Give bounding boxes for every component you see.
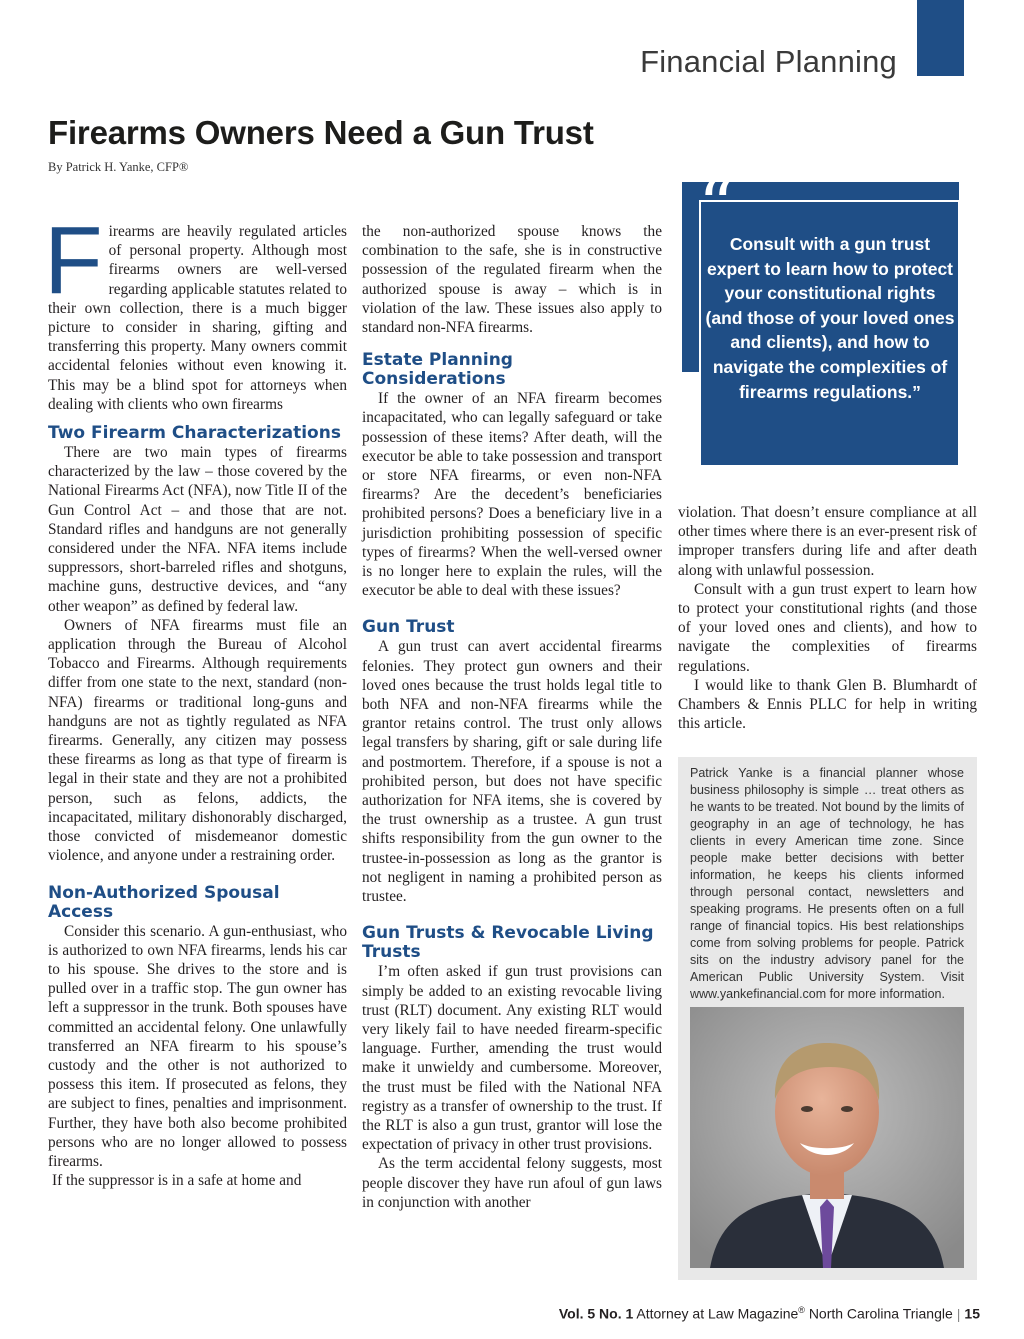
paragraph: If the suppressor is in a safe at home and (52, 1172, 302, 1190)
page-footer (559, 1305, 980, 1322)
paragraph: I would like to thank Glen B. Blumhardt of Chambers & Ennis PLLC for help in writing this article. (678, 676, 977, 733)
drop-cap: F (44, 207, 103, 314)
quote-mark-icon: “ (698, 164, 735, 248)
paragraph: the non-authorized spouse knows the combination to the safe, she is in constructive possession of the regulated firearm when the authorized spouse is away – which is in violation of the law. These issues also apply to standard non-NFA firearms. (362, 223, 662, 337)
author-portrait (690, 1007, 964, 1268)
footer-region: North Carolina Triangle (808, 1305, 953, 1322)
footer-registered-mark: ® (798, 1305, 805, 1315)
paragraph: I’m often asked if gun trust provisions can simply be added to an existing revocable living trust (RLT) document. Any existing RLT would very likely fail to have needed firearm-specific language. Further, amending the trust would make it unwieldy and cumbersome. Moreover, the trust must be filed with the National NFA registry as a transfer of ownership to the trust. If the RLT is also a gun trust, grantor will lose the expectation of privacy in other trust provisions. (362, 963, 662, 1154)
heading-estate-planning-considerations: Estate Planning Considerations (362, 350, 513, 390)
paragraph: Consult with a gun trust expert to learn how to protect your constitutional rights (and those of your loved ones and clients), and how to navigate the complexities of firearms regulations. (678, 580, 977, 675)
paragraph: A gun trust can avert accidental firearms felonies. They protect gun owners and their loved ones because the trust holds legal title to both NFA and non-NFA firearms while the grantor retains control. The trust only allows legal transfers by sharing, gift or sale during life and postmortem. Therefore, if a spouse is not a prohibited person, but does not have specific authorization for NFA items, she is covered by the trust ownership as a trustee. A gun trust shifts responsibility from the gun owner to the trustee-in-possession as long as the grantor is not negligent in naming a prohibited person as trustee. (362, 638, 662, 906)
footer-separator: | (956, 1305, 961, 1322)
author-bio: Patrick Yanke is a financial planner whose business philosophy is simple … treat others as he wants to be treated. Not bound by the limits of geography in an age of technology, he has clients in every American time zone. Since people make better decisions with better information, he keeps his clients informed through personal contact, newsletters and speaking programs. He presents often on a full range of financial topics. His best relationships come from solving problems for people. Patrick sits on the industry advisory panel for the American Public University System. Visit www.yankefinancial.com for more information. (690, 766, 964, 1001)
article-title: Firearms Owners Need a Gun Trust (48, 114, 594, 151)
corner-color-block (917, 0, 964, 76)
column-1 (44, 207, 347, 1190)
byline: By Patrick H. Yanke, CFP® (48, 160, 189, 174)
paragraph: Consider this scenario. A gun-enthusiast, who is authorized to own NFA firearms, lends his car to his spouse. She drives to the store and is pulled over in a traffic stop. The gun owner has left a suppressor in the trunk. Both spouses have committed an accidental felony. One unlawfully transferred an NFA firearm to his spouse’s custody and the other is not authorized to possess this item. If prosecuted as felons, they are subject to fines, penalties and imprisonment. Further, they have both also become prohibited persons who are no longer allowed to possess firearms. (48, 922, 347, 1170)
heading-gun-trusts-revocable-living-trusts: Gun Trusts & Revocable Living Trusts (362, 923, 654, 963)
paragraph: violation. That doesn’t ensure compliance at all other times where there is an ever-present risk of improper transfers during life and after death along with unlawful possession. (678, 504, 977, 579)
paragraph: There are two main types of firearms characterized by the law – those covered by the National Firearms Act (NFA), now Title II of the Gun Control Act – and those that are not. Standard rifles and handguns are not generally considered under the NFA. NFA items include suppressors, short-barreled rifles and shotguns, machine guns, destructive devices, and “any other weapon” as defined by federal law. (48, 444, 347, 615)
paragraph: Owners of NFA firearms must file an application through the Bureau of Alcohol Tobacco and Firearms. Although requirements differ from one state to the next, standard (non-NFA) firearms or traditional long-guns and handguns are not as tightly regulated as NFA firearms. Generally, any citizen may possess these firearms as long as that type of firearm is legal in their state and they are not a prohibited person, such as felons, addicts, the incapacitated, military dishonorably discharged, those convicted of misdemeanor domestic violence, and anyone under a restraining order. (48, 616, 347, 865)
section-title: Financial Planning (640, 44, 897, 79)
footer-volume: Vol. 5 No. 1 (558, 1305, 634, 1322)
paragraph: As the term accidental felony suggests, most people discover they have run afoul of gun laws in conjunction with another (362, 1155, 662, 1211)
pullquote-text: Consult with a gun trust expert to learn how to protect your constitutional rights (and those of your loved ones and clients), and how to navigate the complexities of firearms regulations.” (705, 234, 955, 402)
column-3 (678, 503, 977, 733)
intro-text: irearms are heavily regulated articles of personal property. Although most firearms owners are well-versed regarding applicable statutes related to their own collection, there is a much bigger picture to consider in sharing, gifting and transferring this property. Many owners commit accidental felonies without even knowing it. This may be a blind spot for attorneys when dealing with clients who own firearms (48, 223, 347, 413)
heading-gun-trust: Gun Trust (362, 617, 455, 638)
footer-magazine: Attorney at Law Magazine (636, 1305, 799, 1322)
heading-two-firearm-characterizations: Two Firearm Characterizations (48, 423, 341, 444)
column-2 (362, 222, 662, 1212)
heading-non-authorized-spousal-access: Non-Authorized Spousal Access (48, 882, 280, 922)
intro-paragraph (44, 207, 347, 414)
paragraph: If the owner of an NFA firearm becomes incapacitated, who can legally safeguard or take possession of these items? After death, will the executor be able to take possession and transport or store NFA firearms, or even non-NFA firearms? Are the decedent’s beneficiaries prohibited persons? Does a beneficiary live in a jurisdiction prohibiting possession of specific types of firearms? When the well-versed owner is no longer here to explain the rules, will the executor be able to deal with these issues? (362, 390, 662, 600)
page-number: 15 (964, 1305, 980, 1322)
